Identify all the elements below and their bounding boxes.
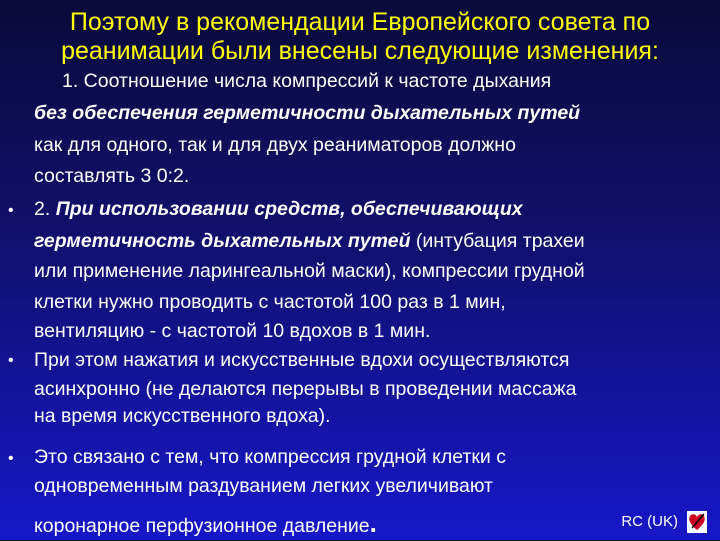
item4-line3 bbox=[34, 508, 377, 541]
item3-line1: При этом нажатия и искусственные вдохи осуществляются bbox=[34, 349, 570, 371]
footer-rc-uk: RC (UK) bbox=[621, 513, 678, 530]
item2-line4: клетки нужно проводить с частотой 100 раз в 1 мин, bbox=[34, 291, 506, 313]
slide-title bbox=[0, 8, 720, 66]
item2-text2: (интубация трахеи bbox=[410, 230, 585, 252]
item3-line2: асинхронно (не делаются перерывы в проведении массажа bbox=[34, 378, 577, 400]
item2-line1 bbox=[34, 194, 523, 224]
item2-bold2: герметичность дыхательных путей bbox=[34, 230, 411, 252]
item4-line2: одновременным раздуванием легких увеличивают bbox=[34, 475, 493, 497]
title-line-1: Поэтому в рекомендации Европейского совета по bbox=[69, 8, 651, 36]
item1-line4: составлять 3 0:2. bbox=[34, 165, 190, 187]
item1-line1: 1. Соотношение числа компрессий к частоте дыхания bbox=[62, 70, 552, 92]
item4-period: . bbox=[369, 508, 377, 538]
rc-uk-heart-logo-icon bbox=[686, 510, 708, 534]
title-line-2: реанимации были внесены следующие изменения: bbox=[61, 37, 659, 65]
item3-line3: на время искусственного вдоха). bbox=[34, 405, 331, 427]
bullet-4: • bbox=[8, 450, 14, 467]
item2-bold1: При использовании средств, обеспечивающих bbox=[55, 198, 523, 220]
bullet-3: • bbox=[8, 352, 14, 369]
item2-line5: вентиляцию - с частотой 10 вдохов в 1 мин. bbox=[34, 320, 431, 342]
item2-number: 2. bbox=[34, 198, 51, 220]
item2-line2 bbox=[34, 226, 585, 256]
item4-line3-text: коронарное перфузионное давление bbox=[34, 515, 370, 537]
item4-line1: Это связано с тем, что компрессия грудной клетки с bbox=[34, 446, 506, 468]
item1-bold-line: без обеспечения герметичности дыхательных путей bbox=[34, 102, 581, 124]
item1-line3: как для одного, так и для двух реаниматоров должно bbox=[34, 134, 516, 156]
item2-line3: или применение ларингеальной маски), компрессии грудной bbox=[34, 260, 585, 282]
bullet-2: • bbox=[8, 202, 14, 219]
